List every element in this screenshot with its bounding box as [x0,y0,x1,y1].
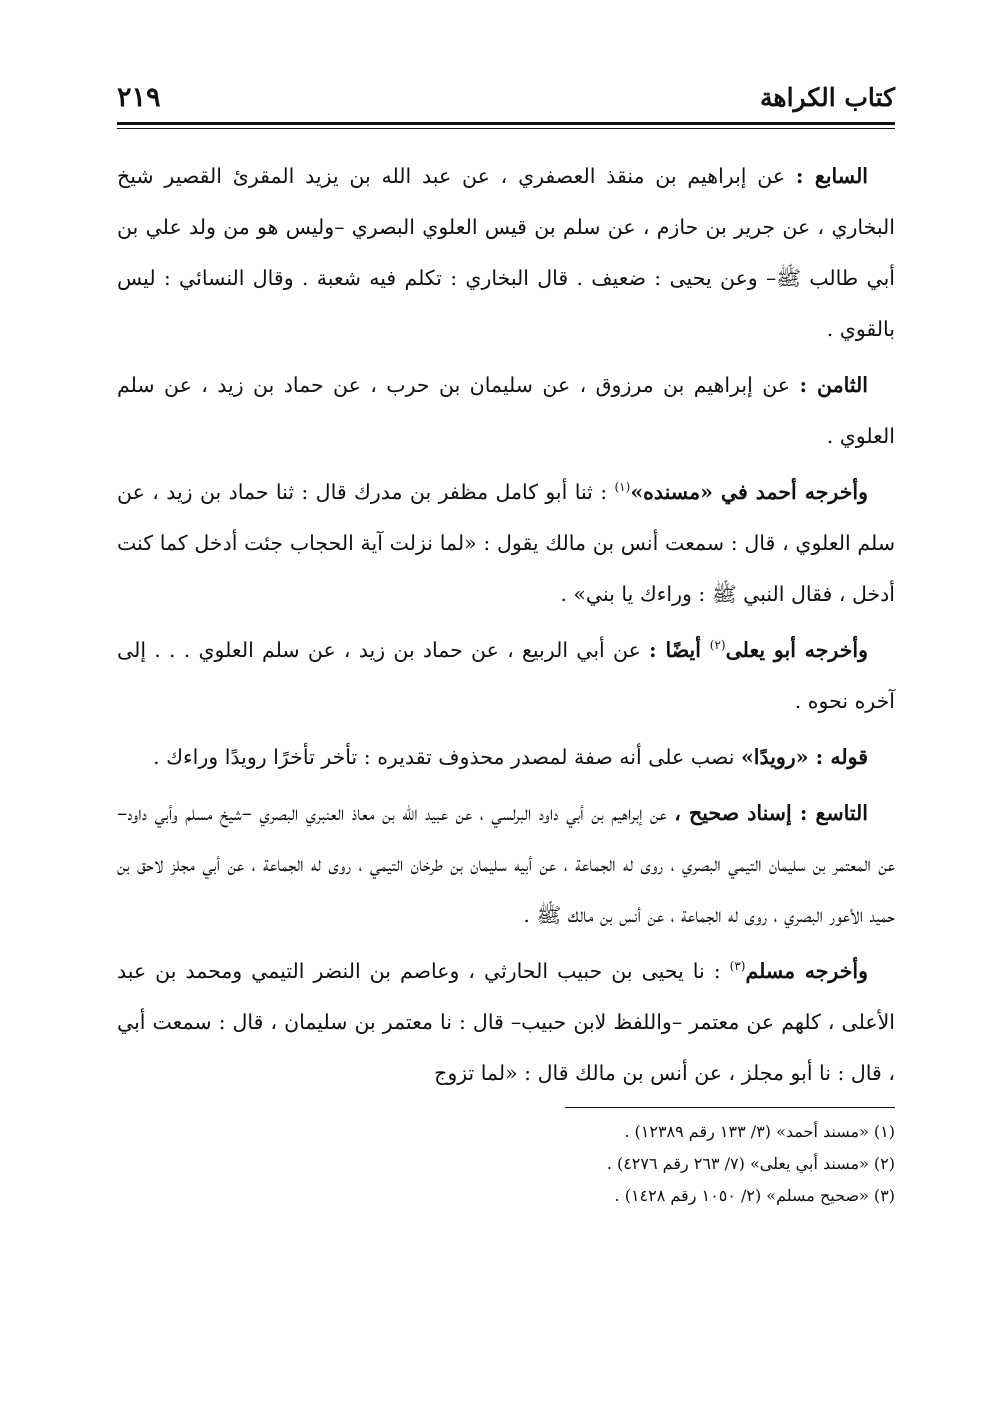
footnote-ref-3[interactable]: (٣) [729,959,746,974]
page-body [117,151,895,1099]
footnote-3: (٣) «صحيح مسلم» (٢/ ١٠٥٠ رقم ١٤٢٨) . [614,1186,895,1205]
paragraph-text: : نا يحيى بن حبيب الحارثي ، وعاصم بن النضر التيمي ومحمد بن عبد الأعلى ، كلهم عن معتمر –واللفظ لابن حبيب– قال : نا معتمر بن سليمان ، قال : سمعت أبي ، قال : نا أبو مجلز ، عن أنس بن مالك قال : «لما تزوج [117,959,895,1085]
page-number: ٢١٩ [117,82,161,113]
page-header [117,78,895,120]
running-title: كتاب الكراهة [760,83,895,112]
header-rule-thick [117,122,895,125]
paragraph-muslim [117,946,895,1099]
paragraph-abu-yala [117,625,895,727]
paragraph-text: عن إبراهيم بن منقذ العصفري ، عن عبد الله بن يزيد المقرئ القصير شيخ البخاري ، عن جرير بن حازم ، عن سلم بن قيس العلوي البصري –وليس هو من ولد علي بن أبي طالب ﷺ– وعن يحيى : ضعيف . قال البخاري : تكلم فيه شعبة . وقال النسائي : ليس بالقوي . [117,164,895,341]
header-rule-thin [117,128,895,129]
paragraph-text: عن إبراهيم بن أبي داود البرلسي ، عن عبيد الله بن معاذ العنبري البصري –شيخ مسلم وأبي داود– عن المعتمر بن سليمان التيمي البصري ، روى له الجماعة ، عن أبيه سليمان بن طرخان التيمي ، روى له الجماعة ، عن أبي مجلز لاحق بن حميد الأعور البصري ، روى له الجماعة ، عن أنس بن مالك ﷺ . [117,801,895,927]
footnote-1: (١) «مسند أحمد» (٣/ ١٣٣ رقم ١٢٣٨٩) . [624,1122,895,1141]
footnote-separator [565,1107,895,1108]
footnote-ref-1[interactable]: (١) [614,480,631,495]
paragraph-lead: التاسع : إسناد صحيح ، [674,801,868,825]
paragraph-seventh [117,151,895,355]
paragraph-lead: وأخرجه أبو يعلى [725,638,868,662]
paragraph-text: عن إبراهيم بن مرزوق ، عن سليمان بن حرب ، عن حماد بن زيد ، عن سلم العلوي . [117,373,895,448]
paragraph-lead-secondary: أيضًا : [649,638,710,662]
paragraph-text: عن أبي الربيع ، عن حماد بن زيد ، عن سلم العلوي . . . إلى آخره نحوه . [117,638,895,713]
paragraph-lead: وأخرجه مسلم [745,959,869,983]
paragraph-ruwaydan [117,732,895,783]
paragraph-text: : ثنا أبو كامل مظفر بن مدرك قال : ثنا حماد بن زيد ، عن سلم العلوي ، قال : سمعت أنس بن مالك يقول : «لما نزلت آية الحجاب جئت أدخل كما كنت أدخل ، فقال النبي ﷺ : وراءك يا بني» . [117,480,895,606]
footnotes [117,1116,895,1212]
paragraph-lead: قوله : «رويدًا» [740,745,868,769]
paragraph-lead: السابع : [795,164,869,188]
footnote-ref-2[interactable]: (٢) [709,638,726,653]
paragraph-eighth [117,360,895,462]
paragraph-text: نصب على أنه صفة لمصدر محذوف تقديره : تأخر تأخرًا رويدًا وراءك . [153,745,741,769]
paragraph-ahmad [117,467,895,620]
book-page [117,78,895,1368]
paragraph-lead: الثامن : [799,373,868,397]
paragraph-lead: وأخرجه أحمد في «مسنده» [630,480,868,504]
footnote-2: (٢) «مسند أبي يعلى» (٧/ ٢٦٣ رقم ٤٢٧٦) . [606,1154,895,1173]
paragraph-ninth [117,788,895,941]
